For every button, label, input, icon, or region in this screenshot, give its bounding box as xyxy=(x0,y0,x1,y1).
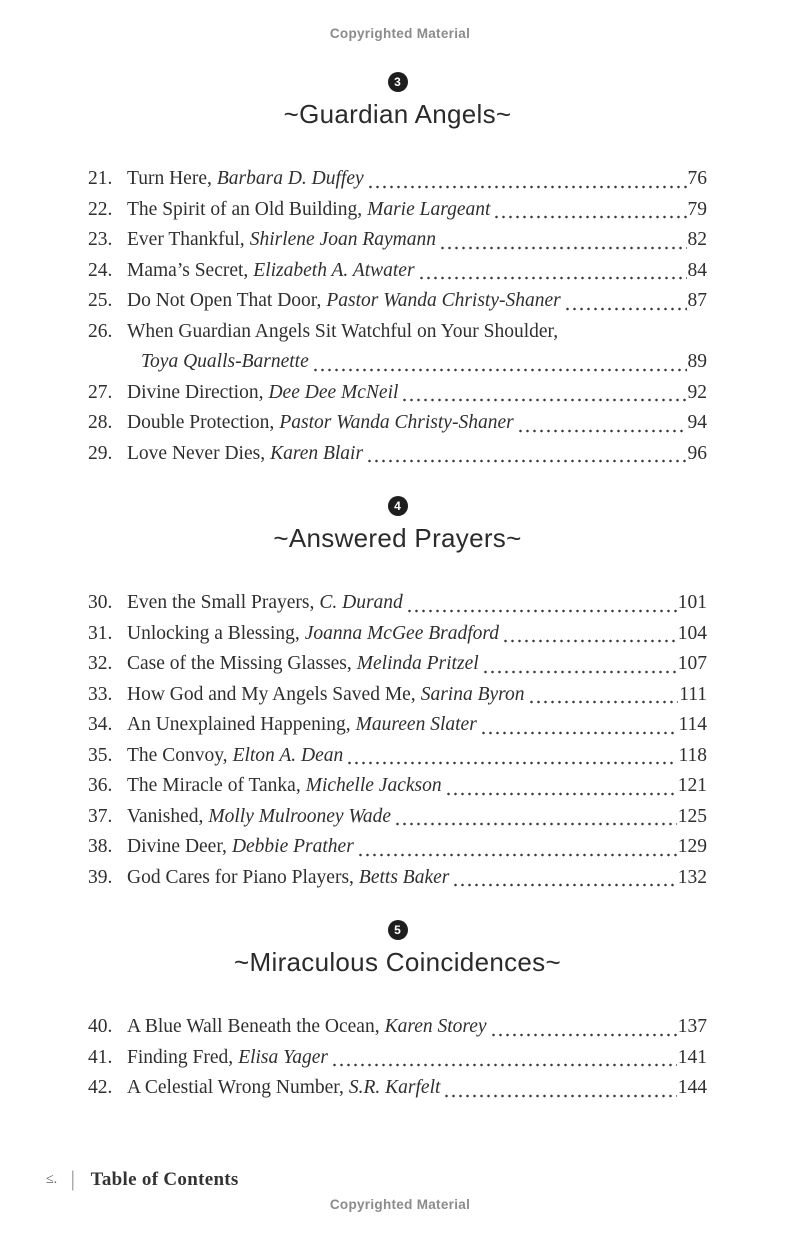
entry-author: Barbara D. Duffey xyxy=(216,168,364,189)
entry-page-number: 87 xyxy=(687,290,707,311)
entry-page-number: 82 xyxy=(687,229,707,250)
toc-entry xyxy=(88,1073,707,1104)
entry-author: Pastor Wanda Christy-Shaner xyxy=(279,412,514,433)
leader-dots xyxy=(331,1043,677,1074)
entry-number: 37. xyxy=(88,805,113,827)
entry-page-number: 96 xyxy=(687,442,707,464)
entry-number: 31. xyxy=(88,622,113,644)
entry-text xyxy=(127,225,436,256)
entry-text xyxy=(127,741,343,772)
entry-text xyxy=(127,863,449,894)
entry-author: Debbie Prather xyxy=(231,836,354,857)
entry-number: 22. xyxy=(88,198,113,220)
entry-page-number: 89 xyxy=(687,351,707,372)
leader-dots xyxy=(517,408,687,439)
entry-text xyxy=(127,1073,440,1104)
entry-number: 25. xyxy=(88,290,113,311)
entry-author: Marie Largeant xyxy=(367,198,491,220)
toc-entry xyxy=(88,710,707,741)
leader-dots xyxy=(445,771,677,802)
entry-author: S.R. Karfelt xyxy=(348,1077,441,1098)
entry-title: An Unexplained Happening, xyxy=(127,714,351,735)
toc-section xyxy=(88,920,707,1104)
entry-title: Vanished, xyxy=(127,805,204,827)
entry-number: 35. xyxy=(88,744,113,766)
page-footer xyxy=(46,1168,239,1192)
entry-number: 33. xyxy=(88,683,113,705)
entry-list xyxy=(88,164,707,469)
entry-author: Shirlene Joan Raymann xyxy=(249,229,436,250)
footer-divider: | xyxy=(71,1168,75,1191)
toc-section xyxy=(88,72,707,469)
leader-dots xyxy=(528,680,679,711)
section-number-badge: 3 xyxy=(388,72,408,92)
entry-number: 34. xyxy=(88,714,113,735)
leader-dots xyxy=(439,225,687,256)
entry-number: 32. xyxy=(88,653,113,674)
entry-number: 21. xyxy=(88,168,113,189)
toc-entry xyxy=(88,619,707,650)
entry-page-number: 111 xyxy=(679,683,707,705)
entry-number: 27. xyxy=(88,381,113,403)
leader-dots xyxy=(406,588,677,619)
section-number-badge: 5 xyxy=(388,920,408,940)
toc-entry xyxy=(88,771,707,802)
entry-title: The Convoy, xyxy=(127,744,228,766)
entry-number: 23. xyxy=(88,229,113,250)
entry-text xyxy=(127,286,561,317)
entry-text xyxy=(127,680,525,711)
entry-page-number: 94 xyxy=(687,412,707,433)
entry-text xyxy=(127,1043,328,1074)
entry-text xyxy=(127,832,354,863)
entry-number: 39. xyxy=(88,866,113,888)
section-header xyxy=(88,72,707,130)
entry-title: Divine Deer, xyxy=(127,836,227,857)
entry-title: Ever Thankful, xyxy=(127,229,245,250)
footer-page-marker: ≤. xyxy=(46,1172,58,1187)
entry-title: When Guardian Angels Sit Watchful on Your Shoulder, xyxy=(127,320,559,342)
leader-dots xyxy=(401,378,686,409)
entry-page-number: 144 xyxy=(677,1077,707,1098)
entry-author: Karen Blair xyxy=(270,442,364,464)
leader-dots xyxy=(564,286,687,317)
toc-entry xyxy=(88,164,707,195)
entry-number: 24. xyxy=(88,259,113,281)
leader-dots xyxy=(502,619,677,650)
toc-entry xyxy=(88,588,707,619)
entry-title: Do Not Open That Door, xyxy=(127,290,322,311)
entry-number xyxy=(88,347,127,378)
entry-title: Double Protection, xyxy=(127,412,275,433)
entry-title: A Celestial Wrong Number, xyxy=(127,1077,344,1098)
toc-entry xyxy=(88,741,707,772)
toc-entry xyxy=(88,378,707,409)
entry-author: Joanna McGee Bradford xyxy=(304,622,500,644)
toc-section xyxy=(88,496,707,893)
entry-title: Even the Small Prayers, xyxy=(127,592,315,613)
footer-title: Table of Contents xyxy=(90,1169,239,1190)
leader-dots xyxy=(366,439,686,470)
entry-text xyxy=(127,317,558,348)
entry-number: 42. xyxy=(88,1077,113,1098)
toc-entry xyxy=(88,802,707,833)
leader-dots xyxy=(480,710,678,741)
leader-dots xyxy=(394,802,677,833)
entry-page-number: 129 xyxy=(677,836,707,857)
toc-entry xyxy=(88,863,707,894)
toc-entry xyxy=(88,225,707,256)
entry-page-number: 121 xyxy=(677,775,707,796)
toc-entry xyxy=(88,439,707,470)
entry-list xyxy=(88,1012,707,1104)
entry-page-number: 104 xyxy=(677,622,707,644)
copyright-notice-bottom: Copyrighted Material xyxy=(329,1197,471,1212)
entry-page-number: 132 xyxy=(677,866,707,888)
entry-text xyxy=(127,164,364,195)
entry-title: How God and My Angels Saved Me, xyxy=(127,683,416,705)
entry-author: Maureen Slater xyxy=(355,714,477,735)
entry-text xyxy=(127,649,479,680)
leader-dots xyxy=(493,195,686,226)
toc-entry xyxy=(88,1012,707,1043)
entry-number: 36. xyxy=(88,775,113,796)
entry-author: Toya Qualls-Barnette xyxy=(141,351,309,372)
entry-title: Case of the Missing Glasses, xyxy=(127,653,352,674)
entry-text xyxy=(127,588,403,619)
entry-author: Sarina Byron xyxy=(420,683,525,705)
entry-title: A Blue Wall Beneath the Ocean, xyxy=(127,1016,380,1037)
leader-dots xyxy=(418,256,687,287)
entry-title: Divine Direction, xyxy=(127,381,264,403)
entry-text xyxy=(127,710,477,741)
toc-entry xyxy=(88,195,707,226)
section-title: ~Answered Prayers~ xyxy=(273,523,522,553)
section-title: ~Miraculous Coincidences~ xyxy=(234,947,561,977)
entry-number: 30. xyxy=(88,592,113,613)
leader-dots xyxy=(482,649,677,680)
entry-text xyxy=(127,439,363,470)
toc-entry xyxy=(88,1043,707,1074)
toc-entry-continuation xyxy=(88,347,707,378)
entry-text xyxy=(127,771,442,802)
entry-number: 26. xyxy=(88,320,113,342)
leader-dots xyxy=(452,863,676,894)
entry-author: Betts Baker xyxy=(358,866,450,888)
toc-entry xyxy=(88,680,707,711)
leader-dots xyxy=(490,1012,677,1043)
leader-dots xyxy=(346,741,677,772)
section-number-badge: 4 xyxy=(388,496,408,516)
entry-title: Love Never Dies, xyxy=(127,442,266,464)
entry-author: Elizabeth A. Atwater xyxy=(253,259,415,281)
entry-text xyxy=(127,408,514,439)
entry-text xyxy=(127,378,398,409)
leader-dots xyxy=(312,347,687,378)
section-title: ~Guardian Angels~ xyxy=(283,99,512,129)
entry-number: 28. xyxy=(88,412,113,433)
entry-page-number: 79 xyxy=(687,198,707,220)
entry-page-number: 114 xyxy=(678,714,707,735)
entry-page-number: 118 xyxy=(678,744,707,766)
entry-author: Karen Storey xyxy=(384,1016,487,1037)
entry-text xyxy=(127,195,490,226)
entry-title: Turn Here, xyxy=(127,168,212,189)
entry-title: The Miracle of Tanka, xyxy=(127,775,301,796)
entry-number: 38. xyxy=(88,836,113,857)
entry-page-number: 125 xyxy=(677,805,707,827)
entry-title: God Cares for Piano Players, xyxy=(127,866,354,888)
leader-dots xyxy=(367,164,687,195)
toc-entry xyxy=(88,832,707,863)
entry-text xyxy=(127,802,391,833)
entry-number: 29. xyxy=(88,442,113,464)
entry-page-number: 84 xyxy=(687,259,707,281)
toc-entry xyxy=(88,317,707,348)
toc-entry xyxy=(88,649,707,680)
entry-number: 40. xyxy=(88,1016,113,1037)
entry-text xyxy=(127,619,499,650)
entry-list xyxy=(88,588,707,893)
entry-page-number: 92 xyxy=(687,381,707,403)
entry-author: Molly Mulrooney Wade xyxy=(208,805,392,827)
entry-text xyxy=(127,1012,487,1043)
entry-page-number: 101 xyxy=(677,592,707,613)
entry-author: Dee Dee McNeil xyxy=(268,381,399,403)
copyright-notice-top: Copyrighted Material xyxy=(329,26,471,41)
entry-title: The Spirit of an Old Building, xyxy=(127,198,363,220)
entry-author: Elton A. Dean xyxy=(232,744,344,766)
entry-author: C. Durand xyxy=(319,592,403,613)
entry-page-number: 141 xyxy=(677,1046,707,1068)
toc-entry xyxy=(88,408,707,439)
toc-entry xyxy=(88,256,707,287)
leader-dots xyxy=(357,832,677,863)
toc-entry xyxy=(88,286,707,317)
entry-author: Melinda Pritzel xyxy=(356,653,479,674)
toc-sections xyxy=(88,72,707,1104)
entry-page-number: 137 xyxy=(677,1016,707,1037)
entry-title: Unlocking a Blessing, xyxy=(127,622,300,644)
entry-number: 41. xyxy=(88,1046,113,1068)
entry-text xyxy=(127,256,415,287)
entry-author: Elisa Yager xyxy=(238,1046,328,1068)
leader-dots xyxy=(443,1073,676,1104)
entry-author: Pastor Wanda Christy-Shaner xyxy=(326,290,561,311)
entry-title: Mama’s Secret, xyxy=(127,259,249,281)
section-header xyxy=(88,496,707,554)
entry-text xyxy=(127,347,309,378)
entry-page-number: 107 xyxy=(677,653,707,674)
entry-title: Finding Fred, xyxy=(127,1046,234,1068)
entry-author: Michelle Jackson xyxy=(305,775,442,796)
entry-page-number: 76 xyxy=(687,168,707,189)
section-header xyxy=(88,920,707,978)
